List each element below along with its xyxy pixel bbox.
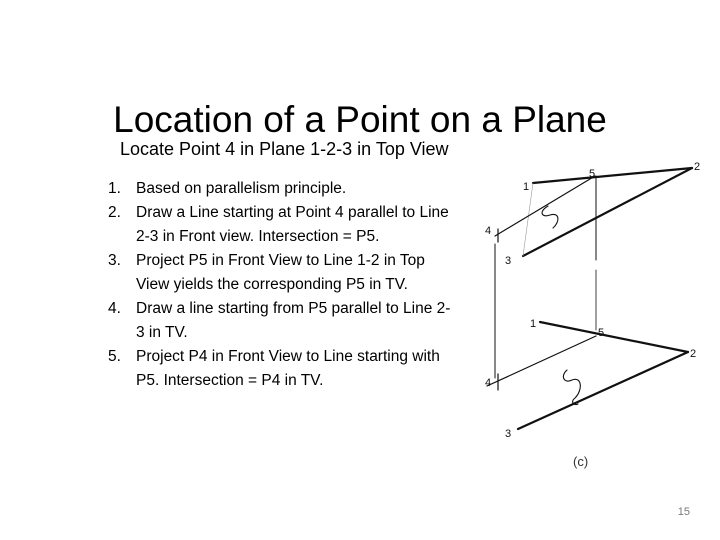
step-number: 2. <box>108 204 121 221</box>
page-number: 15 <box>677 506 690 518</box>
list-item <box>108 201 453 249</box>
slide-title: Location of a Point on a Plane <box>113 98 607 140</box>
front-view-label-1: 1 <box>530 318 537 330</box>
step-text: Draw a line starting from P5 parallel to Line 2-3 in TV. <box>136 300 451 341</box>
top-view-line-1-3 <box>523 183 533 256</box>
front-view-squiggle <box>563 370 580 405</box>
front-view-label-4: 4 <box>485 377 492 389</box>
top-view-label-1: 1 <box>523 181 530 193</box>
top-view-label-5: 5 <box>589 168 596 180</box>
top-view-label-4: 4 <box>485 225 492 237</box>
step-text: Project P5 in Front View to Line 1-2 in Top View yields the corresponding P5 in TV. <box>136 252 425 293</box>
steps-list <box>108 177 453 393</box>
front-view-line-2-3 <box>518 352 688 429</box>
step-text: Based on parallelism principle. <box>136 180 347 197</box>
front-view-label-2: 2 <box>690 348 697 360</box>
plane-projection-figure <box>470 150 710 480</box>
figure-caption: (c) <box>573 454 589 469</box>
list-item <box>108 249 453 297</box>
step-number: 3. <box>108 252 121 269</box>
step-text: Draw a Line starting at Point 4 parallel to Line 2-3 in Front view. Intersection = P5. <box>136 204 449 245</box>
top-view-label-3: 3 <box>505 255 512 267</box>
front-view-construction-line <box>487 336 596 386</box>
front-view-label-5: 5 <box>598 327 605 339</box>
slide-subtitle: Locate Point 4 in Plane 1-2-3 in Top View <box>120 139 449 159</box>
step-number: 1. <box>108 180 121 197</box>
step-number: 5. <box>108 348 121 365</box>
step-number: 4. <box>108 300 121 317</box>
top-view-squiggle <box>542 206 558 228</box>
list-item <box>108 297 453 345</box>
top-view-label-2: 2 <box>694 161 701 173</box>
list-item <box>108 345 453 393</box>
list-item <box>108 177 453 201</box>
step-text: Project P4 in Front View to Line starting with P5. Intersection = P4 in TV. <box>136 348 440 389</box>
front-view-label-3: 3 <box>505 428 512 440</box>
front-view-line-1-2 <box>540 322 688 352</box>
